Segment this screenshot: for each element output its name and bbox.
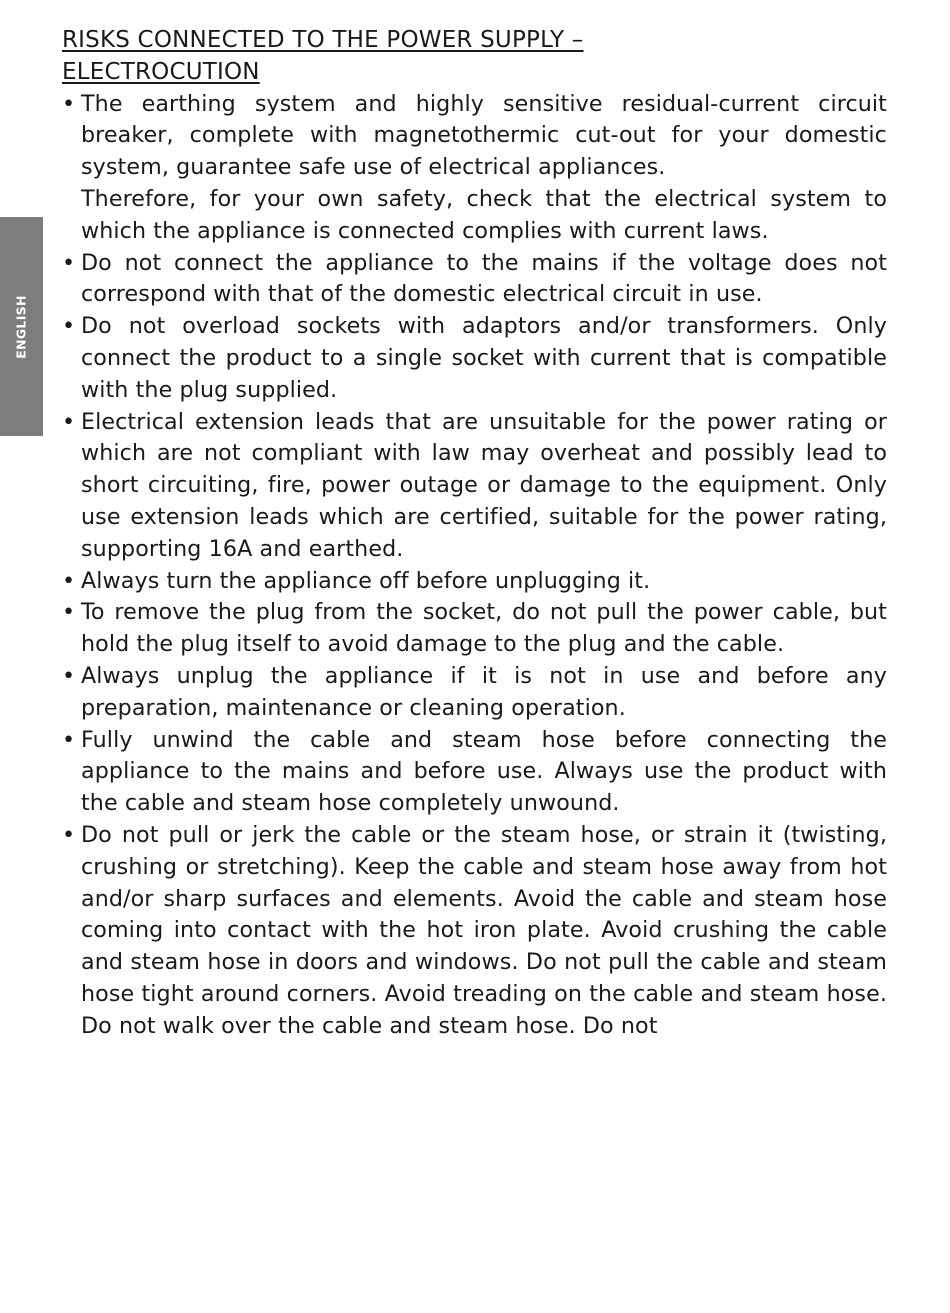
list-item-paragraph: The earthing system and highly sensitive residual-current circuit breaker, complete with magnetothermic cut-out for your domestic system, guarantee safe use of electrical appliances. [81, 90, 887, 181]
bullet-marker: • [62, 90, 76, 117]
list-item [62, 89, 887, 248]
bullet-marker: • [62, 599, 76, 626]
list-item-paragraph: Always unplug the appliance if it is not in use and before any preparation, maintenance or cleaning operation. [81, 662, 887, 721]
list-item [62, 725, 887, 820]
safety-section [62, 25, 887, 1043]
bullet-marker: • [62, 313, 76, 340]
bullet-marker: • [62, 662, 76, 689]
language-tab-label: ENGLISH [13, 295, 29, 359]
list-item [62, 566, 887, 598]
list-item-paragraph: Electrical extension leads that are unsuitable for the power rating or which are not compliant with law may overheat and possibly lead to short circuiting, fire, power outage or damage to the equipment. Only use extension leads which are certified, suitable for the power rating, supporting 16A and earthed. [81, 408, 887, 562]
list-item [62, 311, 887, 406]
list-item [62, 597, 887, 661]
section-heading: RISKS CONNECTED TO THE POWER SUPPLY – ELECTROCUTION [62, 27, 584, 85]
safety-bullet-list [62, 89, 887, 1043]
bullet-marker: • [62, 249, 76, 276]
bullet-marker: • [62, 567, 76, 594]
list-item-paragraph: Do not pull or jerk the cable or the steam hose, or strain it (twisting, crushing or stretching). Keep the cable and steam hose away from hot and/or sharp surfaces and elements. Avoid the cable and steam hose coming into contact with the hot iron plate. Avoid crushing the cable and steam hose in doors and windows. Do not pull the cable and steam hose tight around corners. Avoid treading on the cable and steam hose. Do not walk over the cable and steam hose. Do not [81, 821, 887, 1039]
list-item-paragraph: Always turn the appliance off before unplugging it. [81, 567, 651, 594]
list-item [62, 661, 887, 725]
list-item [62, 820, 887, 1043]
bullet-marker: • [62, 821, 76, 848]
list-item-paragraph: Therefore, for your own safety, check that the electrical system to which the appliance is connected complies with current laws. [81, 185, 887, 244]
bullet-marker: • [62, 408, 76, 435]
list-item-paragraph: Do not connect the appliance to the mains if the voltage does not correspond with that of the domestic electrical circuit in use. [81, 249, 887, 308]
bullet-marker: • [62, 726, 76, 753]
list-item [62, 407, 887, 566]
list-item-paragraph: To remove the plug from the socket, do not pull the power cable, but hold the plug itself to avoid damage to the plug and the cable. [81, 599, 887, 658]
list-item-paragraph: Do not overload sockets with adaptors and/or transformers. Only connect the product to a single socket with current that is compatible with the plug supplied. [81, 313, 887, 403]
list-item [62, 248, 887, 312]
language-tab [0, 217, 43, 436]
list-item-paragraph: Fully unwind the cable and steam hose before connecting the appliance to the mains and before use. Always use the product with the cable and steam hose completely unwound. [81, 726, 887, 817]
